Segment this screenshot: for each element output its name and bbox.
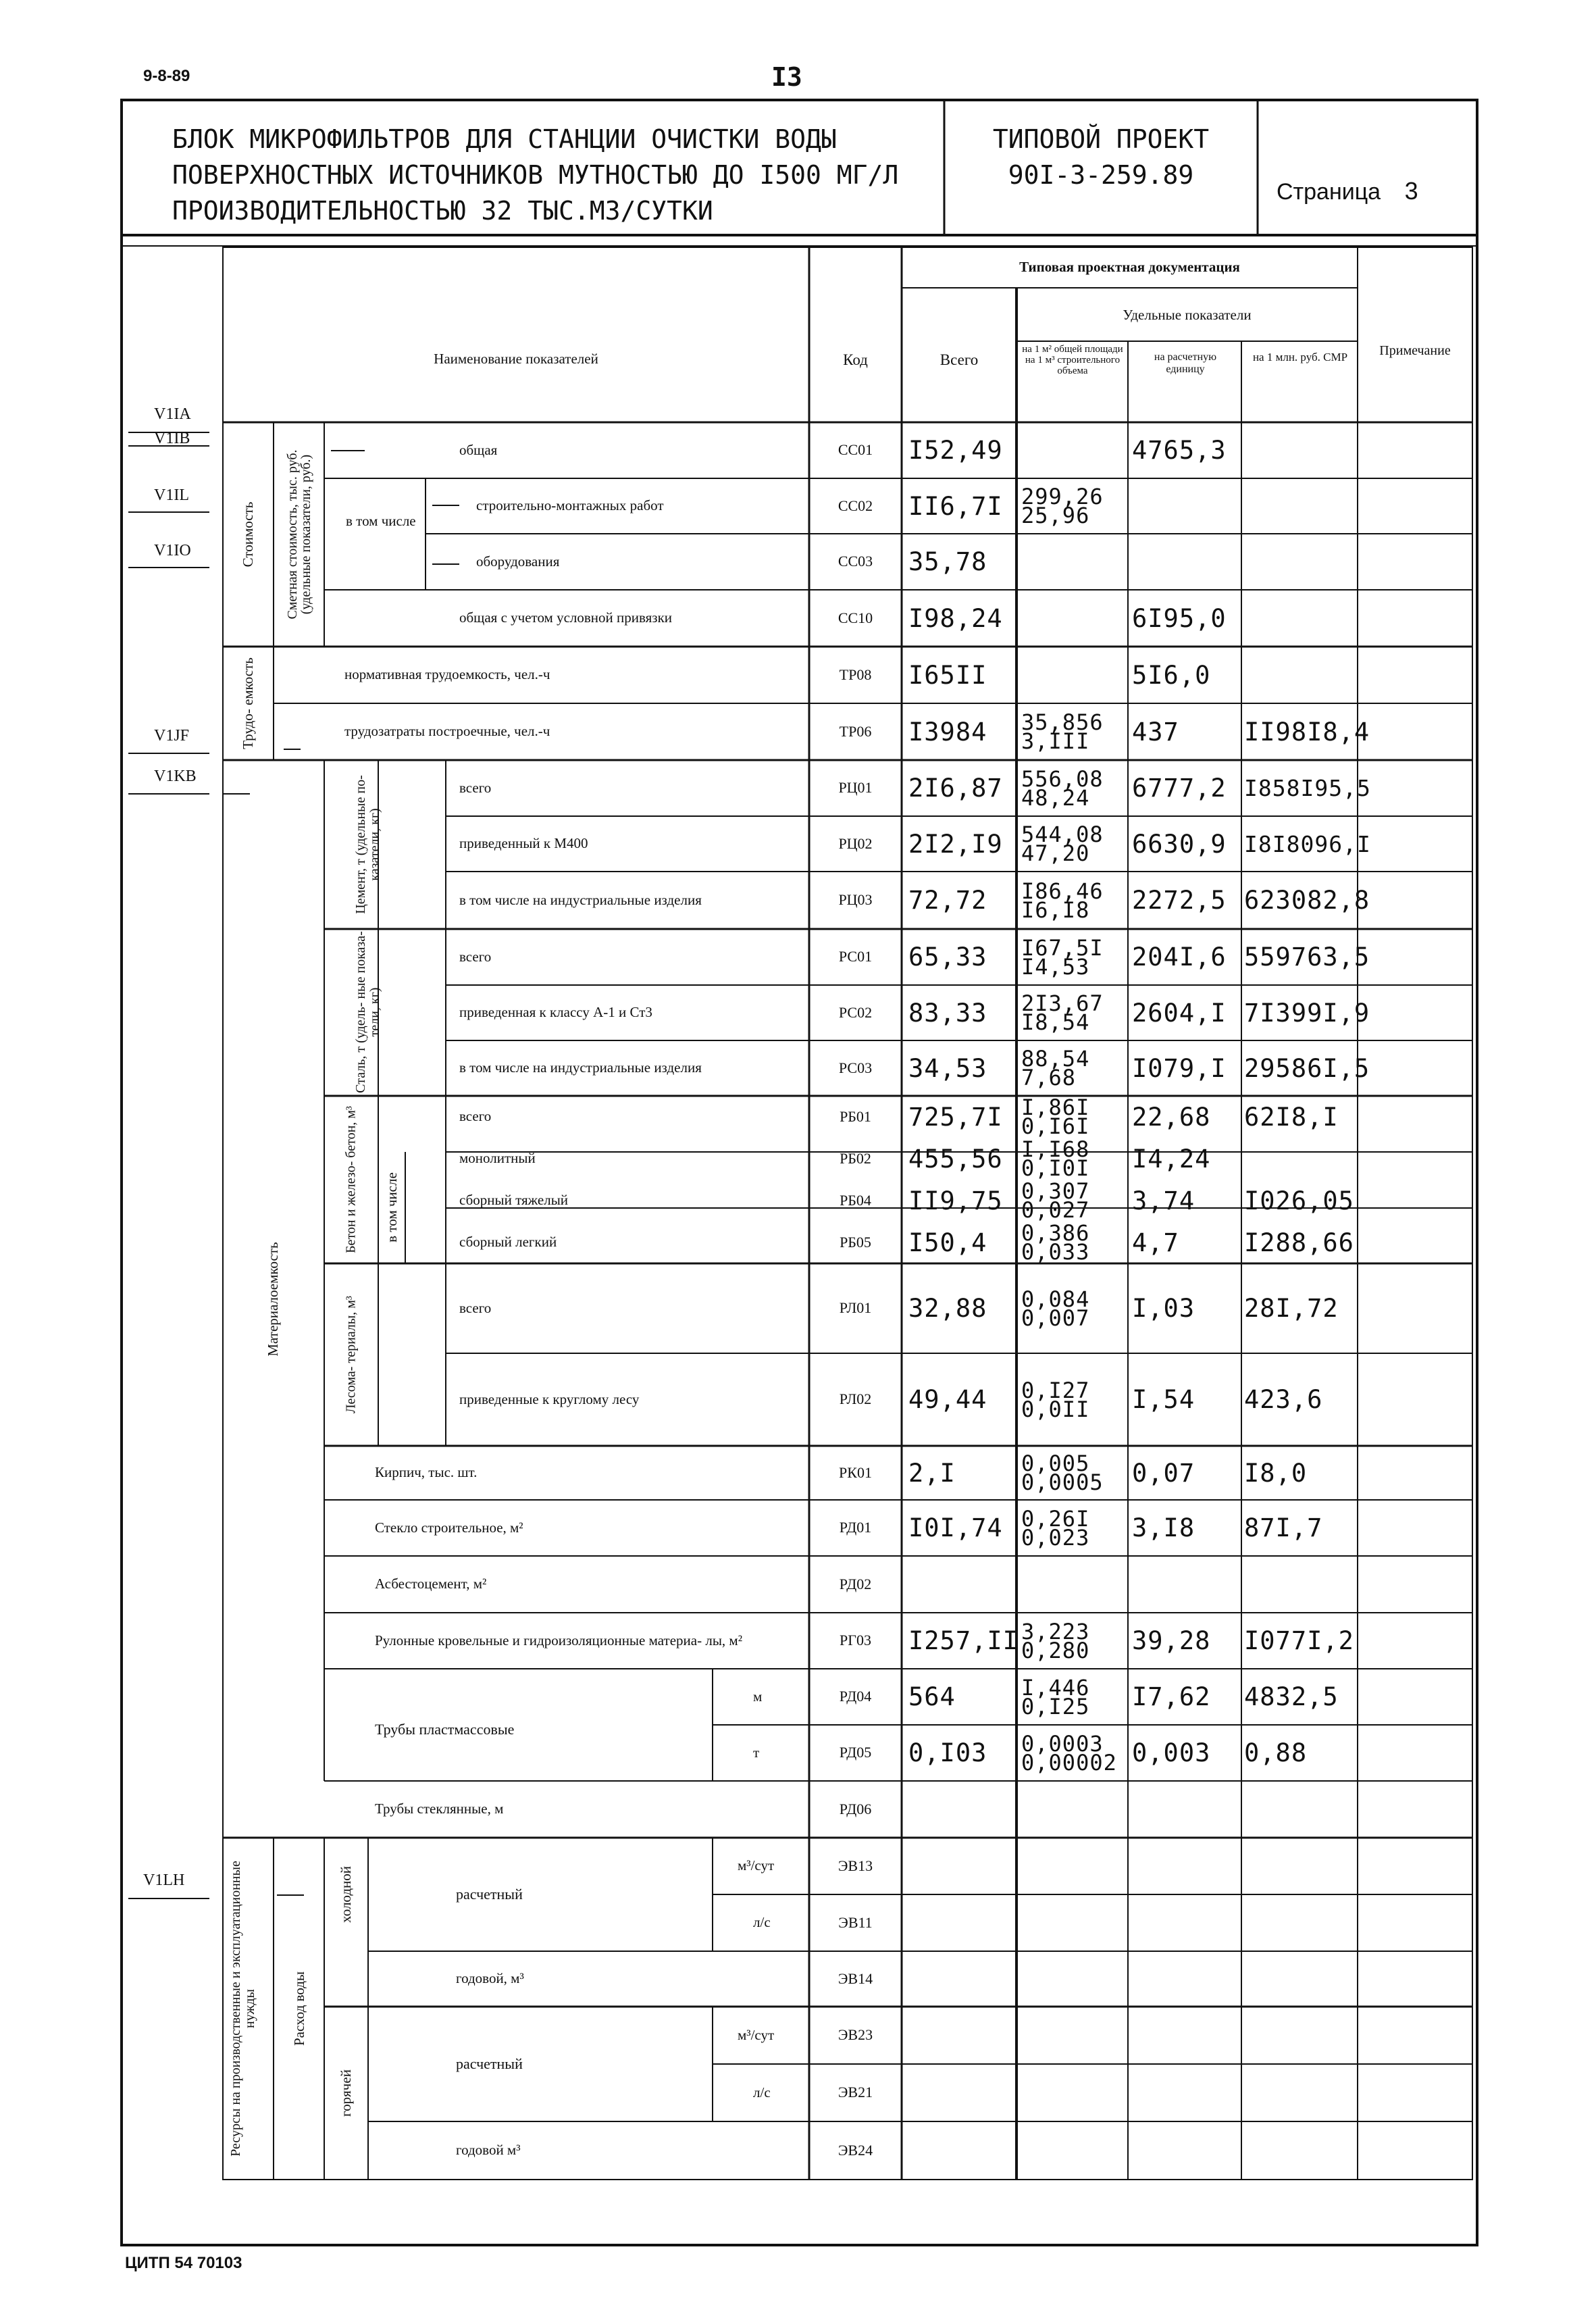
- row-name: м³/сут: [738, 1857, 775, 1874]
- per-m3-volume: 3,III: [1021, 728, 1090, 754]
- row-name: м³/сут: [738, 2026, 775, 2043]
- per-m2-area: I,I68: [1021, 1136, 1090, 1162]
- row-per-m2: [1021, 1725, 1129, 1781]
- row-name: Асбестоцемент, м²: [375, 1576, 487, 1592]
- row-per-unit: [1132, 478, 1241, 534]
- row-name: нормативная трудоемкость, чел.-ч: [344, 666, 550, 683]
- row-per-mln: [1244, 1838, 1359, 1894]
- row-total: I52,49: [908, 436, 1003, 465]
- col-specific-header: Удельные показатели: [1123, 307, 1252, 323]
- per-m2-area: I86,46: [1021, 878, 1104, 904]
- row-per-unit: [1132, 1951, 1241, 2007]
- group-cost: Стоимость: [239, 501, 256, 568]
- group-water: Расход воды: [290, 1971, 307, 2046]
- row-per-unit: 3,74: [1132, 1186, 1195, 1215]
- row-total: II9,75: [908, 1186, 1003, 1215]
- row-per-unit: 2272,5: [1132, 886, 1227, 915]
- per-m2-area: I,86I: [1021, 1095, 1090, 1120]
- row-code: ТР08: [839, 665, 872, 683]
- group-timber: Лесома- териалы, м³: [343, 1296, 359, 1413]
- row-per-unit: [1132, 1781, 1241, 1838]
- row-per-m2: [1021, 1138, 1129, 1180]
- row-per-unit: 0,07: [1132, 1458, 1195, 1488]
- row-code: СС02: [838, 497, 873, 514]
- margin-code: V1KB: [154, 768, 197, 785]
- row-code: СС10: [838, 609, 873, 626]
- row-name: монолитный: [459, 1150, 536, 1167]
- row-name: в том числе на индустриальные изделия: [459, 891, 702, 908]
- row-code: РД06: [839, 1800, 872, 1817]
- row-total: 2I6,87: [908, 774, 1003, 803]
- row-per-unit: [1132, 2121, 1241, 2180]
- row-per-mln: [1244, 1556, 1359, 1613]
- per-m3-volume: 0,027: [1021, 1197, 1090, 1223]
- per-m3-volume: I4,53: [1021, 953, 1090, 980]
- margin-code: V1IL: [154, 486, 189, 504]
- group-labor: Трудо- емкость: [239, 657, 256, 749]
- row-code: РЦ02: [838, 834, 873, 852]
- row-per-mln: I288,66: [1244, 1228, 1354, 1257]
- row-per-mln: I858I95,5: [1244, 775, 1371, 801]
- row-per-mln: I077I,2: [1244, 1626, 1354, 1655]
- row-code: ЭВ23: [838, 2026, 873, 2044]
- row-per-mln: [1244, 1894, 1359, 1951]
- row-total: [908, 2007, 1016, 2064]
- row-name: Трубы стеклянные, м: [375, 1801, 504, 1817]
- row-name: общая: [459, 441, 498, 458]
- per-m3-volume: 0,033: [1021, 1239, 1090, 1265]
- row-code: РС01: [838, 948, 873, 965]
- per-m2-area: 3,223: [1021, 1618, 1090, 1644]
- row-code: РБ01: [840, 1107, 871, 1125]
- page-number: 3: [1404, 177, 1418, 205]
- row-total: [908, 1781, 1016, 1838]
- row-name: всего: [459, 1108, 492, 1125]
- margin-code: V1JF: [154, 727, 190, 745]
- document-date: 9-8-89: [143, 67, 190, 85]
- row-per-unit: I079,I: [1132, 1053, 1227, 1083]
- row-total: 0,I03: [908, 1738, 987, 1767]
- per-m2-area: 2I3,67: [1021, 990, 1104, 1016]
- row-total: I50,4: [908, 1228, 987, 1257]
- row-total: 455,56: [908, 1144, 1003, 1174]
- row-total: [908, 1838, 1016, 1894]
- row-per-mln: 423,6: [1244, 1385, 1323, 1414]
- row-per-mln: [1244, 2064, 1359, 2121]
- row-per-mln: 0,88: [1244, 1738, 1308, 1767]
- group-hot: горячей: [337, 2069, 354, 2117]
- per-m2-area: 0,I27: [1021, 1377, 1090, 1403]
- group-concrete: Бетон и железо- бетон, м³: [343, 1106, 359, 1253]
- row-total: I98,24: [908, 603, 1003, 633]
- row-per-mln: [1244, 2121, 1359, 2180]
- row-per-mln: 29586I,5: [1244, 1053, 1370, 1083]
- row-code: РЛ01: [839, 1299, 872, 1317]
- sheet-number: I3: [771, 62, 802, 92]
- row-name: строительно-монтажных работ: [476, 497, 664, 514]
- row-total: I3984: [908, 717, 987, 747]
- per-m2-area: 299,26: [1021, 484, 1104, 509]
- row-name: приведенная к классу А-1 и Ст3: [459, 1004, 652, 1021]
- row-per-unit: 4,7: [1132, 1228, 1179, 1257]
- row-total: 72,72: [908, 886, 987, 915]
- row-code: СС03: [838, 553, 873, 570]
- row-name: приведенный к М400: [459, 835, 588, 852]
- row-name: общая с учетом условной привязки: [459, 609, 673, 626]
- row-name: т: [753, 1744, 760, 1761]
- per-m2-area: 0,084: [1021, 1286, 1090, 1312]
- row-code: РБ04: [840, 1191, 871, 1209]
- per-m3-volume: 7,68: [1021, 1065, 1077, 1090]
- row-name: Кирпич, тыс. шт.: [375, 1464, 478, 1481]
- row-total: II6,7I: [908, 491, 1003, 521]
- row-per-mln: [1244, 1781, 1359, 1838]
- row-code: РС03: [838, 1059, 873, 1076]
- per-m3-volume: 0,023: [1021, 1524, 1090, 1551]
- row-total: [908, 1894, 1016, 1951]
- row-total: I65II: [908, 660, 987, 690]
- per-m3-volume: 0,007: [1021, 1305, 1090, 1331]
- row-per-unit: I,54: [1132, 1385, 1195, 1414]
- row-per-m2: [1021, 1669, 1129, 1725]
- group-cost-sub: Сметная стоимость, тыс. руб. (удельные показатели, руб.): [285, 449, 313, 620]
- row-total: 65,33: [908, 942, 987, 972]
- row-code: РД01: [839, 1519, 872, 1536]
- row-per-m2: [1021, 1263, 1129, 1353]
- group-steel: Сталь, т (удель- ные показа- тели, кг): [353, 931, 382, 1093]
- row-code: ЭВ21: [838, 2084, 873, 2101]
- row-name: всего: [459, 1299, 492, 1316]
- row-name: м: [753, 1688, 763, 1705]
- row-code: ЭВ14: [838, 1969, 873, 1987]
- row-name: сборный легкий: [459, 1234, 557, 1251]
- row-per-m2: [1021, 872, 1129, 929]
- row-per-mln: [1244, 1951, 1359, 2007]
- row-total: I257,II: [908, 1626, 1019, 1655]
- row-name: всего: [459, 948, 492, 965]
- row-code: РС02: [838, 1003, 873, 1021]
- row-per-unit: 6777,2: [1132, 774, 1227, 803]
- row-per-unit: [1132, 2007, 1241, 2064]
- row-per-unit: [1132, 534, 1241, 590]
- group-cement: Цемент, т (удельные по- казатели, кг): [353, 775, 382, 914]
- row-code: РБ02: [840, 1149, 871, 1167]
- row-total: 49,44: [908, 1385, 987, 1414]
- margin-code: V1IB: [154, 430, 190, 447]
- title-line: ПРОИЗВОДИТЕЛЬНОСТЬЮ 32 ТЫС.М3/СУТКИ: [172, 196, 713, 226]
- row-name: трудозатраты построечные, чел.-ч: [344, 723, 550, 740]
- row-per-m2: [1021, 478, 1129, 534]
- per-m2-area: 556,08: [1021, 765, 1104, 792]
- row-name: годовой м³: [456, 2142, 521, 2159]
- label-calc-cold: расчетный: [456, 1886, 523, 1903]
- project-number: 90I-3-259.89: [1008, 160, 1194, 190]
- row-total: [908, 2121, 1016, 2180]
- per-m3-volume: 0,280: [1021, 1637, 1090, 1663]
- col-code-header: Код: [843, 351, 868, 368]
- group-resources: Ресурсы на производственные и эксплуатационные нужды: [228, 1861, 257, 2157]
- row-per-unit: 6630,9: [1132, 829, 1227, 859]
- row-per-m2: [1021, 816, 1129, 872]
- row-per-mln: 62I8,I: [1244, 1102, 1339, 1132]
- row-per-mln: I8,0: [1244, 1458, 1308, 1488]
- row-per-mln: 87I,7: [1244, 1513, 1323, 1542]
- row-per-m2: [1021, 1446, 1129, 1500]
- per-m3-volume: 0,I25: [1021, 1693, 1090, 1719]
- row-code: ЭВ11: [838, 1913, 873, 1931]
- row-per-mln: [1244, 422, 1359, 478]
- row-per-mln: [1244, 2007, 1359, 2064]
- row-name: приведенные к круглому лесу: [459, 1390, 640, 1407]
- row-per-mln: [1244, 590, 1359, 647]
- row-per-unit: 4765,3: [1132, 436, 1227, 465]
- row-per-mln: 4832,5: [1244, 1682, 1339, 1711]
- per-m3-volume: 0,0II: [1021, 1396, 1090, 1422]
- row-total: I0I,74: [908, 1513, 1003, 1542]
- row-total: [908, 1556, 1016, 1613]
- per-m3-volume: 0,0005: [1021, 1469, 1104, 1495]
- margin-code: V1IA: [154, 405, 191, 423]
- per-m2-area: 35,856: [1021, 709, 1104, 735]
- row-per-mln: [1244, 1138, 1359, 1180]
- row-total: 35,78: [908, 547, 987, 576]
- row-code: РГ03: [840, 1632, 871, 1649]
- margin-code: V1IO: [154, 542, 191, 559]
- row-code: СС01: [838, 441, 873, 459]
- row-code: РЦ03: [838, 891, 873, 909]
- row-code: РЦ01: [838, 779, 873, 797]
- row-per-unit: I,03: [1132, 1294, 1195, 1323]
- row-per-mln: [1244, 478, 1359, 534]
- per-m2-area: I,446: [1021, 1674, 1090, 1701]
- per-m3-volume: 0,00002: [1021, 1749, 1117, 1776]
- per-m2-area: 0,307: [1021, 1178, 1090, 1204]
- row-code: РД04: [839, 1688, 872, 1705]
- footer-code: ЦИТП 54 70103: [125, 2254, 242, 2272]
- row-per-unit: I7,62: [1132, 1682, 1211, 1711]
- per-m2-area: 0,005: [1021, 1451, 1090, 1476]
- row-name: Стекло строительное, м²: [375, 1519, 523, 1536]
- title-line: БЛОК МИКРОФИЛЬТРОВ ДЛЯ СТАНЦИИ ОЧИСТКИ ВОДЫ: [172, 124, 837, 154]
- row-code: ЭВ13: [838, 1857, 873, 1874]
- row-name: всего: [459, 779, 492, 796]
- row-per-m2: [1021, 1040, 1129, 1096]
- row-name: сборный тяжелый: [459, 1192, 569, 1209]
- col-docs-header: Типовая проектная документация: [1019, 259, 1240, 275]
- row-per-m2: [1021, 1613, 1129, 1669]
- row-name: оборудования: [476, 553, 560, 570]
- per-m3-volume: 25,96: [1021, 503, 1090, 528]
- row-code: РД02: [839, 1575, 872, 1592]
- row-per-unit: 204I,6: [1132, 942, 1227, 972]
- per-m2-area: 0,0003: [1021, 1730, 1104, 1757]
- row-total: 725,7I: [908, 1102, 1003, 1132]
- row-per-unit: 3,I8: [1132, 1513, 1195, 1542]
- group-concrete-incl: в том числе: [383, 1172, 400, 1242]
- row-per-mln: I026,05: [1244, 1186, 1354, 1215]
- row-code: РК01: [839, 1463, 872, 1481]
- per-m2-area: 544,08: [1021, 822, 1104, 847]
- row-per-mln: [1244, 534, 1359, 590]
- row-per-m2: [1021, 929, 1129, 985]
- per-m3-volume: I6,I8: [1021, 897, 1090, 923]
- row-per-m2: [1021, 985, 1129, 1040]
- row-per-unit: 22,68: [1132, 1102, 1211, 1132]
- group-including: в том числе: [346, 513, 416, 529]
- row-per-unit: 2604,I: [1132, 998, 1227, 1028]
- per-m3-volume: 0,I6I: [1021, 1113, 1090, 1139]
- margin-code: V1LH: [143, 1871, 185, 1889]
- row-per-unit: 437: [1132, 717, 1179, 747]
- row-per-m2: [1021, 760, 1129, 816]
- row-per-unit: [1132, 2064, 1241, 2121]
- col-total-header: Всего: [939, 351, 979, 368]
- row-per-mln: 559763,5: [1244, 942, 1370, 972]
- row-per-unit: I4,24: [1132, 1144, 1211, 1174]
- row-per-m2: [1021, 1180, 1129, 1222]
- row-per-m2: [1021, 1222, 1129, 1263]
- col-name-header: Наименование показателей: [434, 351, 598, 367]
- label-calc-hot: расчетный: [456, 2055, 523, 2072]
- row-per-m2: [1021, 1353, 1129, 1446]
- per-m2-area: 0,26I: [1021, 1505, 1090, 1532]
- col-note-header: Примечание: [1379, 343, 1451, 358]
- row-name: л/с: [753, 1914, 771, 1931]
- row-per-unit: 0,003: [1132, 1738, 1211, 1767]
- per-m3-volume: 48,24: [1021, 784, 1090, 811]
- row-total: [908, 2064, 1016, 2121]
- row-per-unit: [1132, 1556, 1241, 1613]
- row-name: л/с: [753, 2084, 771, 2101]
- per-m2-area: 88,54: [1021, 1046, 1090, 1072]
- row-code: ЭВ24: [838, 2141, 873, 2159]
- col-per-m2-header: на 1 м² общей площади на 1 м³ строительного объема: [1022, 344, 1123, 376]
- row-name: в том числе на индустриальные изделия: [459, 1059, 702, 1076]
- project-label: ТИПОВОЙ ПРОЕКТ: [992, 124, 1210, 154]
- group-cold: холодной: [337, 1866, 354, 1923]
- row-per-m2: [1021, 703, 1129, 760]
- row-per-unit: 5I6,0: [1132, 660, 1211, 690]
- row-per-mln: [1244, 647, 1359, 703]
- row-name: Рулонные кровельные и гидроизоляционные материа- лы, м²: [375, 1632, 743, 1649]
- row-per-mln: 28I,72: [1244, 1294, 1339, 1323]
- row-per-mln: 623082,8: [1244, 886, 1370, 915]
- page-label-text: Страница: [1277, 179, 1381, 205]
- label-plastic-pipes: Трубы пластмассовые: [375, 1721, 515, 1738]
- row-total: 34,53: [908, 1053, 987, 1083]
- row-code: РД05: [839, 1744, 872, 1761]
- per-m2-area: I67,5I: [1021, 934, 1104, 961]
- row-per-mln: II98I8,4: [1244, 717, 1370, 747]
- row-total: 2I2,I9: [908, 829, 1003, 859]
- row-code: РБ05: [840, 1233, 871, 1251]
- col-per-unit-header: на расчетную единицу: [1154, 351, 1217, 375]
- row-per-unit: 39,28: [1132, 1626, 1211, 1655]
- row-per-m2: [1021, 1096, 1129, 1138]
- title-line: ПОВЕРХНОСТНЫХ ИСТОЧНИКОВ МУТНОСТЬЮ ДО I500 МГ/Л: [172, 160, 899, 190]
- per-m3-volume: I8,54: [1021, 1009, 1090, 1035]
- row-per-mln: I8I8096,I: [1244, 830, 1371, 857]
- row-total: 32,88: [908, 1294, 987, 1323]
- col-per-mln-header: на 1 млн. руб. СМР: [1252, 351, 1348, 363]
- row-total: 2,I: [908, 1458, 956, 1488]
- row-code: ТР06: [839, 722, 872, 740]
- row-total: 564: [908, 1682, 956, 1711]
- row-per-mln: 7I399I,9: [1244, 998, 1370, 1028]
- row-per-m2: [1021, 1500, 1129, 1556]
- row-total: 83,33: [908, 998, 987, 1028]
- row-total: [908, 1951, 1016, 2007]
- row-per-unit: [1132, 1894, 1241, 1951]
- per-m3-volume: 0,I0I: [1021, 1155, 1090, 1181]
- group-material: Материалоемкость: [264, 1242, 281, 1357]
- row-per-unit: [1132, 1838, 1241, 1894]
- per-m3-volume: 47,20: [1021, 840, 1090, 866]
- per-m2-area: 0,386: [1021, 1220, 1090, 1246]
- row-name: годовой, м³: [456, 1970, 524, 1987]
- row-code: РЛ02: [839, 1390, 872, 1408]
- row-per-unit: 6I95,0: [1132, 603, 1227, 633]
